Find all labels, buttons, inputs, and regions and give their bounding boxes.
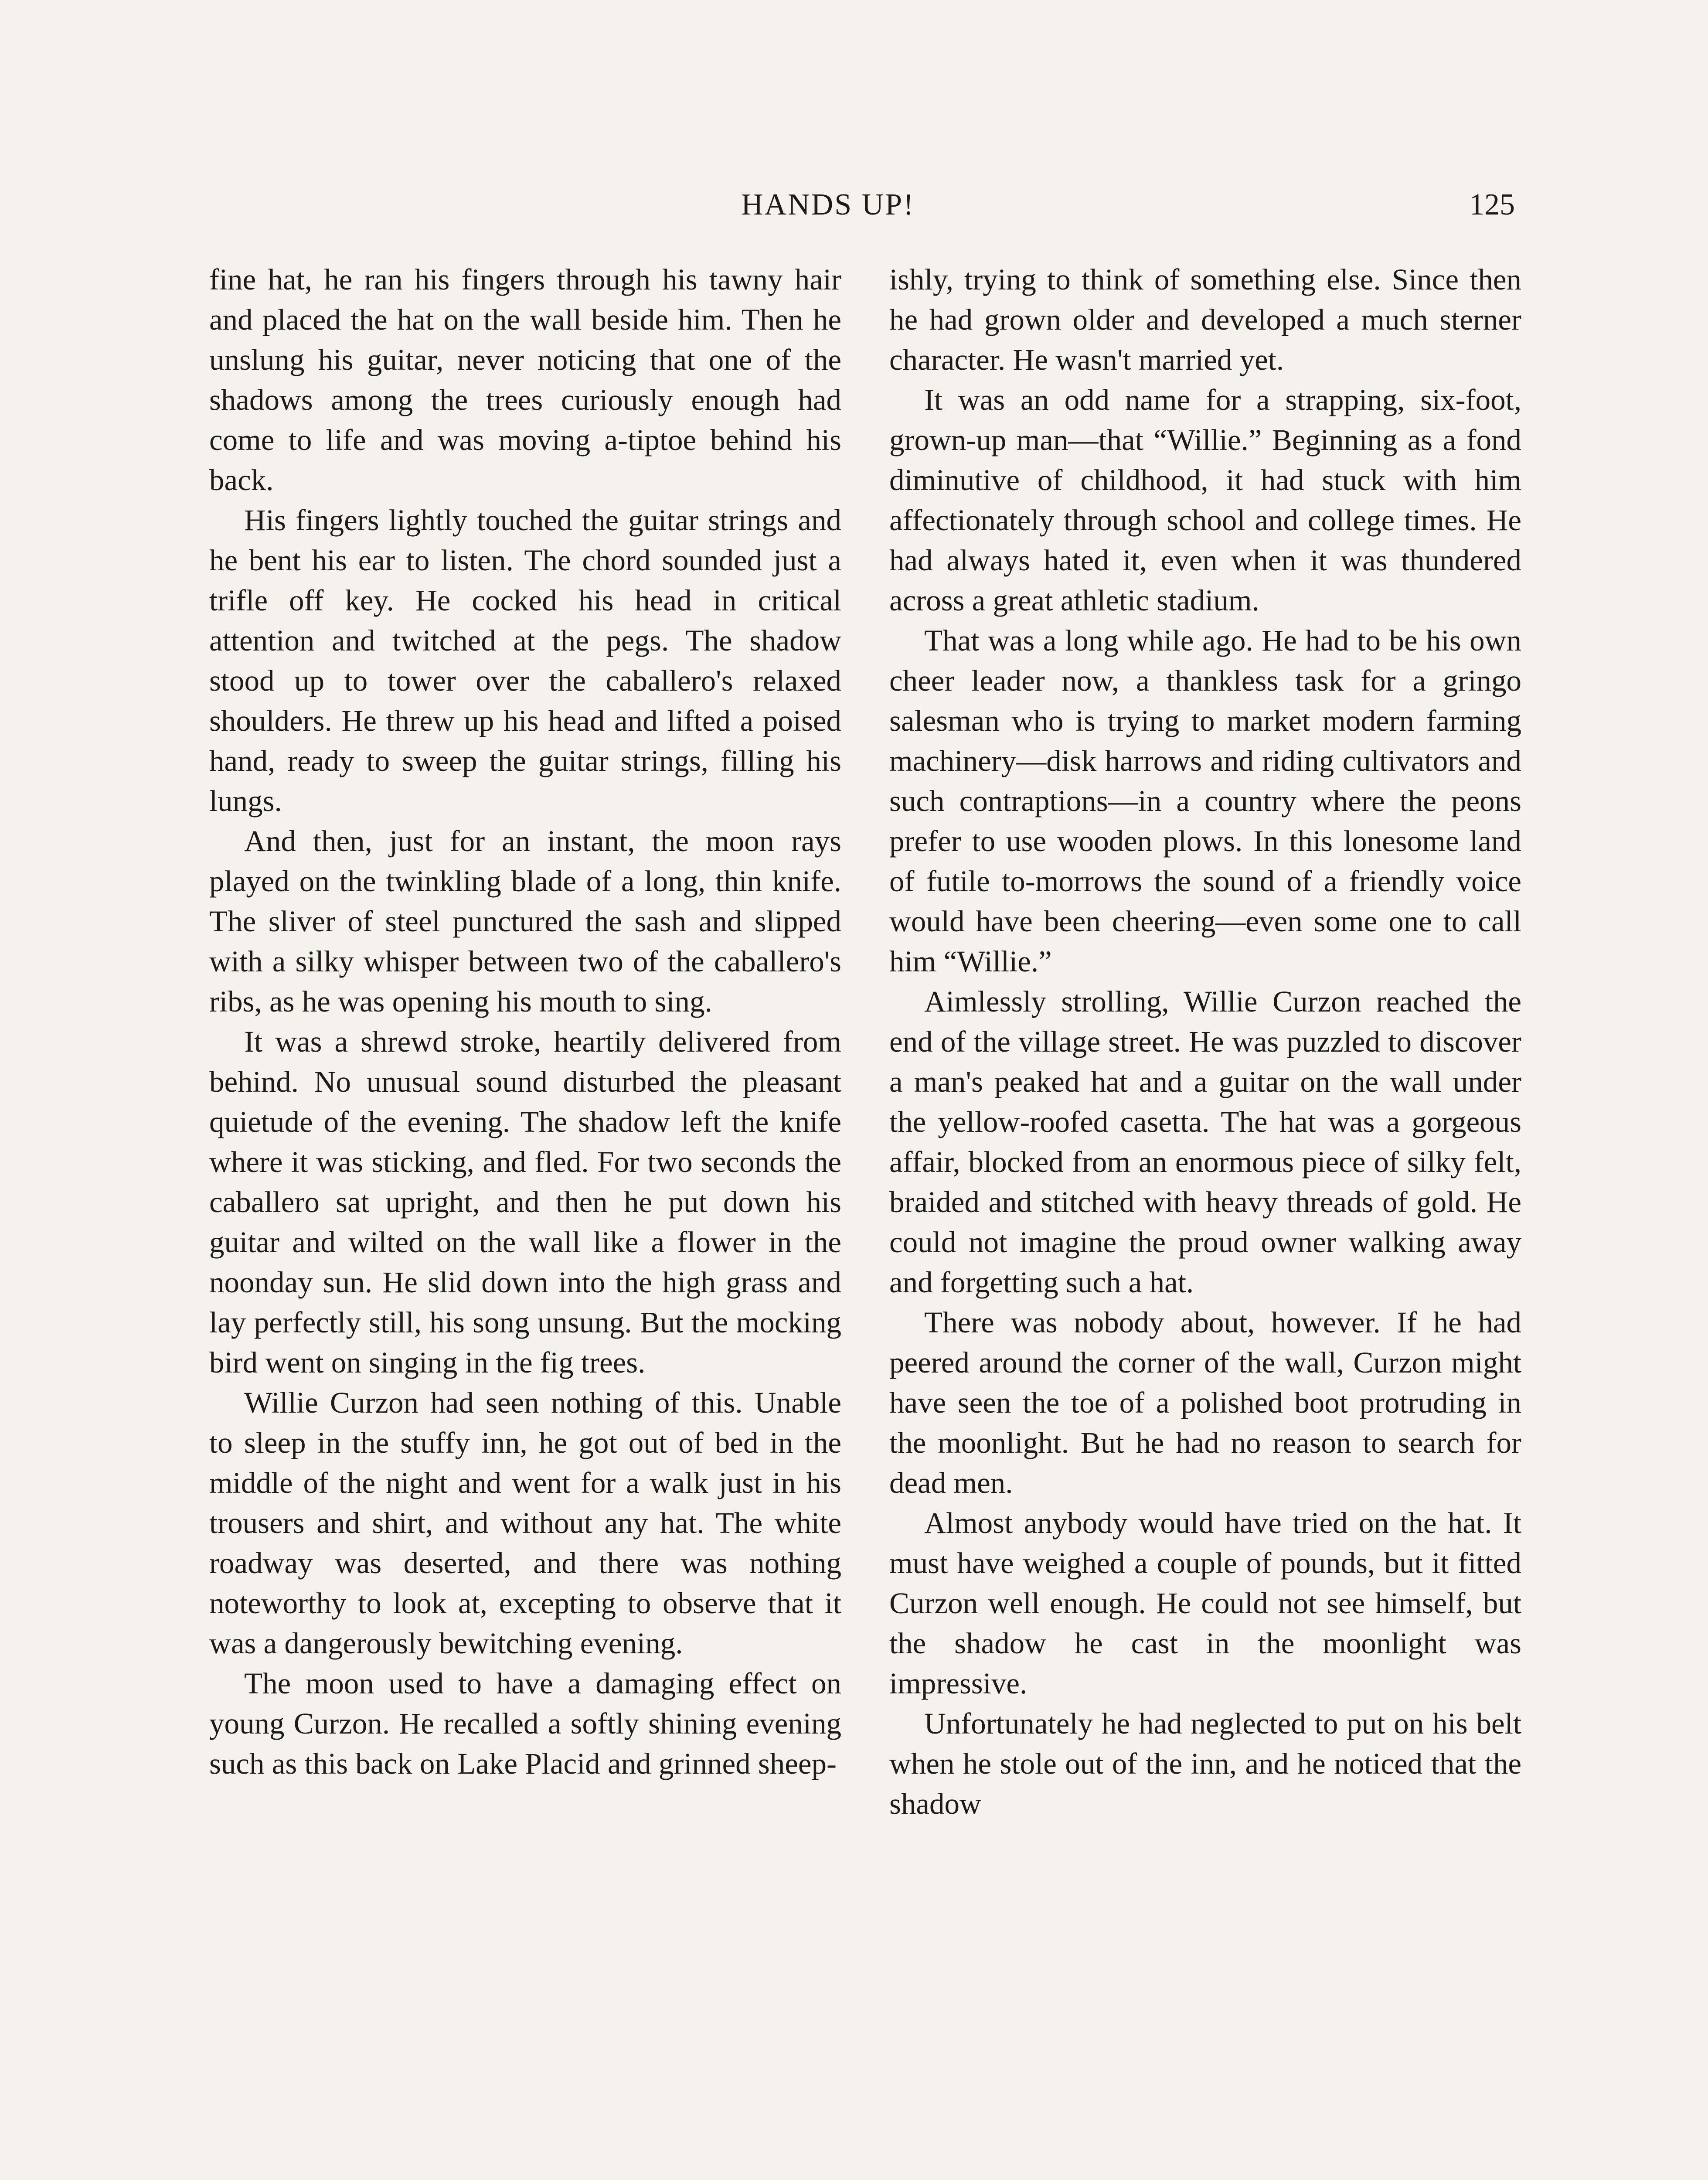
paragraph: Almost anybody would have tried on the hat. It must have weighed a couple of pounds, but it fitted Curzon well enough. He could not see himself, but the shadow he cast in the moonlight was impressive. (889, 1506, 1521, 1700)
paragraph: ishly, trying to think of something else. Since then he had grown older and developed a much sterner character. He wasn't married yet. (889, 263, 1521, 376)
paragraph: It was an odd name for a strapping, six-foot, grown-up man—that “Willie.” Beginning as a fond diminutive of childhood, it had stuck with him affectionately through school and college times. He had always hated it, even when it was thundered across a great athletic stadium. (889, 383, 1521, 617)
paragraph: fine hat, he ran his fingers through his tawny hair and placed the hat on the wall beside him. Then he unslung his guitar, never noticing that one of the shadows among the trees curiously enough had come to life and was moving a-tiptoe behind his back. (209, 263, 841, 497)
paragraph: Unfortunately he had neglected to put on his belt when he stole out of the inn, and he noticed that the shadow (889, 1707, 1521, 1820)
paragraph: The moon used to have a damaging effect on young Curzon. He recalled a softly shining evening such as this back on Lake Placid and grinned sheep- (209, 1667, 841, 1780)
page-number: 125 (1469, 188, 1515, 221)
right-text-column (889, 259, 1521, 1824)
paragraph: That was a long while ago. He had to be his own cheer leader now, a thankless task for a gringo salesman who is trying to market modern farming machinery—disk harrows and riding cultivators and such contraptions—in a country where the peons prefer to use wooden plows. In this lonesome land of futile to-morrows the sound of a friendly voice would have been cheering—even some one to call him “Willie.” (889, 624, 1521, 978)
paragraph: His fingers lightly touched the guitar strings and he bent his ear to listen. The chord sounded just a trifle off key. He cocked his head in critical attention and twitched at the pegs. The shadow stood up to tower over the caballero's relaxed shoulders. He threw up his head and lifted a poised hand, ready to sweep the guitar strings, filling his lungs. (209, 504, 841, 818)
paragraph: Willie Curzon had seen nothing of this. Unable to sleep in the stuffy inn, he got out of bed in the middle of the night and went for a walk just in his trousers and shirt, and without any hat. The white roadway was deserted, and there was nothing noteworthy to look at, excepting to observe that it was a dangerously bewitching evening. (209, 1386, 841, 1660)
paragraph: And then, just for an instant, the moon rays played on the twinkling blade of a long, thin knife. The sliver of steel punctured the sash and slipped with a silky whisper between two of the caballero's ribs, as he was opening his mouth to sing. (209, 824, 841, 1018)
paragraph: Aimlessly strolling, Willie Curzon reached the end of the village street. He was puzzled to discover a man's peaked hat and a guitar on the wall under the yellow-roofed casetta. The hat was a gorgeous affair, blocked from an enormous piece of silky felt, braided and stitched with heavy threads of gold. He could not imagine the proud owner walking away and forgetting such a hat. (889, 985, 1521, 1299)
running-title: HANDS UP! (741, 188, 915, 221)
paragraph: It was a shrewd stroke, heartily delivered from behind. No unusual sound disturbed the pleasant quietude of the evening. The shadow left the knife where it was sticking, and fled. For two seconds the caballero sat upright, and then he put down his guitar and wilted on the wall like a flower in the noonday sun. He slid down into the high grass and lay perfectly still, his song unsung. But the mocking bird went on singing in the fig trees. (209, 1025, 841, 1379)
left-text-column (209, 259, 841, 1784)
paragraph: There was nobody about, however. If he had peered around the corner of the wall, Curzon might have seen the toe of a polished boot protruding in the moonlight. But he had no reason to search for dead men. (889, 1306, 1521, 1499)
